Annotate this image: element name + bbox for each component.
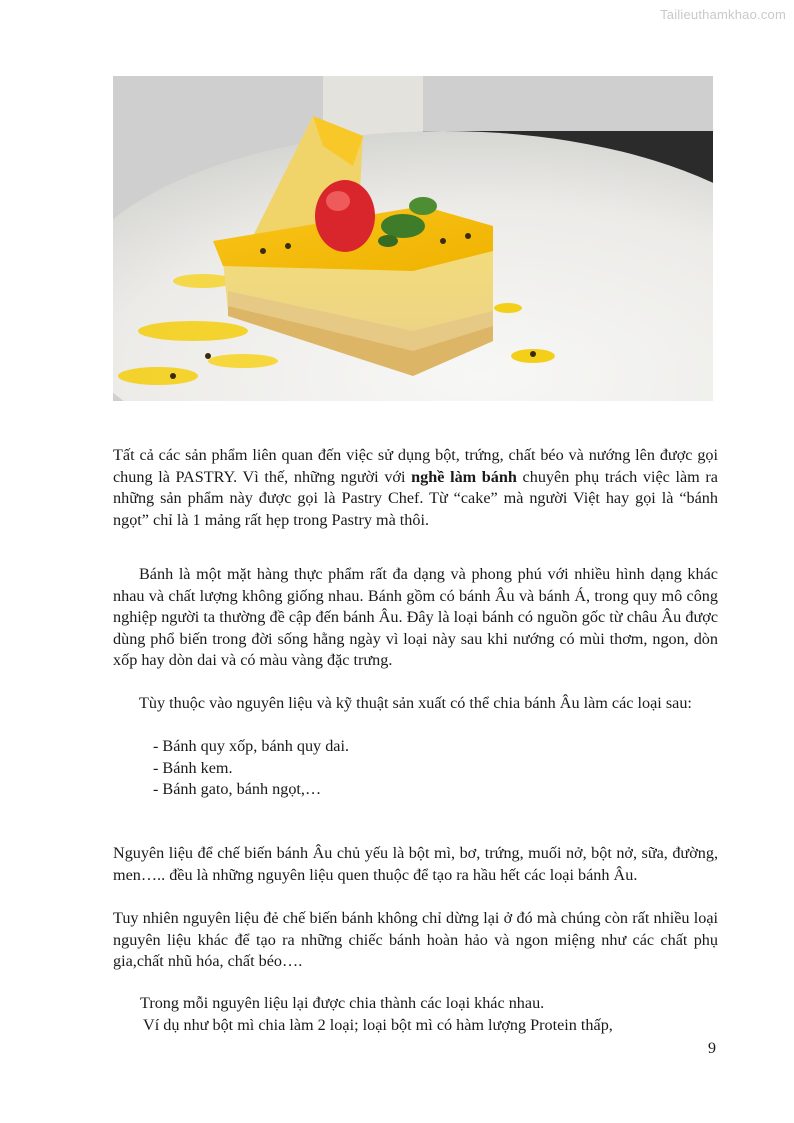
list-item: - Bánh kem. <box>153 758 233 777</box>
page-number: 9 <box>708 1040 716 1057</box>
bold-term: nghề làm bánh <box>411 467 517 486</box>
list-item: - Bánh gato, bánh ngọt,… <box>153 780 322 798</box>
paragraph-classification: Tùy thuộc vào nguyên liệu và kỹ thuật sản xuất có thể chia bánh Âu làm các loại sau: <box>139 694 692 712</box>
bullet-list <box>113 736 758 801</box>
cake-photo-icon <box>113 76 713 401</box>
paragraph-ingredients: Nguyên liệu để chế biến bánh Âu chủ yếu là bột mì, bơ, trứng, muối nở, bột nở, sữa, đường, men….. đều là những nguyên liệu quen thuộc để tạo ra hầu hết các loại bánh Âu. <box>113 844 718 884</box>
paragraph-text: chuyên phụ trách việc làm ra những sản phẩm này được gọi là Pastry Chef. Từ “cake” mà người Việt hay gọi là “bánh ngọt” chỉ là 1 mảng rất hẹp trong Pastry mà thôi. <box>113 467 718 529</box>
paragraph-subtypes: Trong mỗi nguyên liệu lại được chia thành các loại khác nhau. <box>140 994 545 1012</box>
paragraph-banh-types: Bánh là một mặt hàng thực phẩm rất đa dạng và phong phú với nhiều hình dạng khác nhau và chất lượng không giống nhau. Bánh gồm có bánh Âu và bánh Á, trong quy mô công nghiệp người ta thường đề cập đến bánh Âu. Đây là loại bánh có nguồn gốc từ châu Âu được dùng phổ biến trong đời sống hằng ngày vì loại này sau khi nướng có mùi thơm, ngon, dòn xốp hay dòn dai và có màu vàng đặc trưng. <box>113 565 718 669</box>
watermark: Tailieuthamkhao.com <box>660 7 786 22</box>
paragraph-text: Tất cả các sản phẩm liên quan đến việc sử dụng bột, trứng, chất béo và nướng lên được gọi chung là PASTRY. Vì thế, những người với <box>113 446 718 486</box>
cake-photo <box>113 76 713 401</box>
paragraph-pastry-intro <box>113 445 718 531</box>
paragraph-additional-ingredients: Tuy nhiên nguyên liệu đẻ chế biến bánh không chỉ dừng lại ở đó mà chúng còn rất nhiều loại nguyên liệu khác để tạo ra những chiếc bánh hoàn hảo và ngon miệng như các chất phụ gia,chất nhũ hóa, chất béo…. <box>113 909 718 970</box>
paragraph-example: Ví dụ như bột mì chia làm 2 loại; loại bột mì có hàm lượng Protein thấp, <box>143 1016 613 1034</box>
list-item: - Bánh quy xốp, bánh quy dai. <box>153 737 350 755</box>
